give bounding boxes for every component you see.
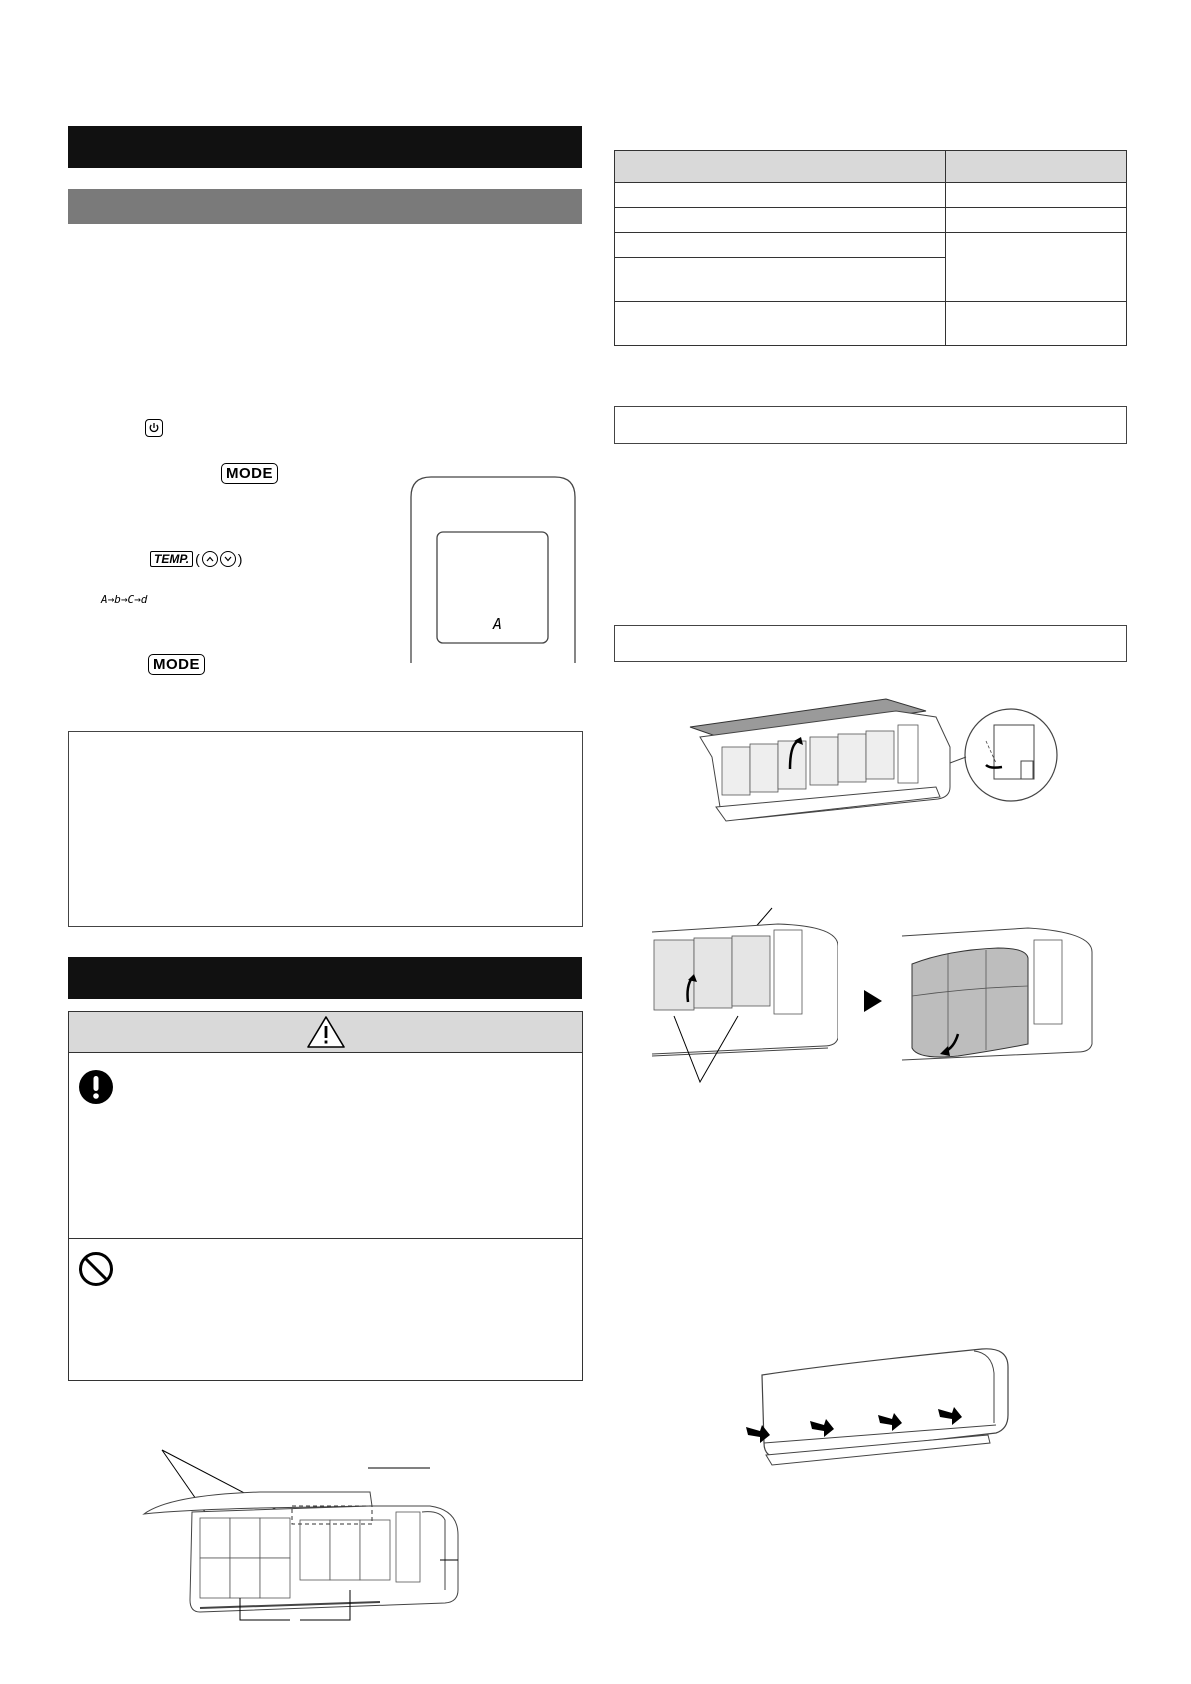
down-arrow-icon bbox=[220, 551, 236, 567]
mode-button-icon: MODE bbox=[221, 463, 278, 484]
warning-mandatory-section bbox=[69, 1052, 582, 1239]
mandatory-icon bbox=[78, 1069, 114, 1105]
table-header-row bbox=[615, 151, 1127, 183]
warning-box bbox=[68, 1011, 583, 1381]
power-icon bbox=[145, 419, 163, 437]
table-row bbox=[615, 208, 1127, 233]
table-header-cell bbox=[946, 151, 1127, 183]
prohibited-icon bbox=[78, 1251, 114, 1287]
mode-button-icon-2: MODE bbox=[148, 654, 205, 675]
section-header-2 bbox=[68, 957, 582, 999]
warning-title-bar bbox=[69, 1012, 582, 1053]
remote-display-value: A bbox=[493, 615, 503, 633]
filter-removal-illustration-1 bbox=[648, 906, 838, 1084]
next-step-arrow-icon bbox=[862, 988, 884, 1014]
display-sequence: A→b→C→d bbox=[101, 593, 148, 606]
filter-removal-illustration-2 bbox=[898, 924, 1094, 1084]
section-subheader-1 bbox=[68, 189, 582, 224]
table-row bbox=[615, 183, 1127, 208]
info-box-2 bbox=[614, 625, 1127, 662]
warning-prohibited-section bbox=[69, 1239, 582, 1380]
remote-control-illustration bbox=[409, 475, 577, 663]
spec-table bbox=[614, 150, 1127, 346]
front-panel-open-illustration bbox=[686, 697, 1066, 829]
closed-unit-illustration bbox=[742, 1343, 1012, 1473]
warning-triangle-icon bbox=[306, 1015, 346, 1049]
table-row bbox=[615, 233, 1127, 258]
table-row bbox=[615, 302, 1127, 346]
up-arrow-icon bbox=[202, 551, 218, 567]
table-header-cell bbox=[615, 151, 946, 183]
temp-button-icon: TEMP. bbox=[150, 551, 193, 567]
note-box bbox=[68, 731, 583, 927]
indoor-unit-open-illustration bbox=[140, 1440, 480, 1632]
section-header-1 bbox=[68, 126, 582, 168]
info-box-1 bbox=[614, 406, 1127, 444]
